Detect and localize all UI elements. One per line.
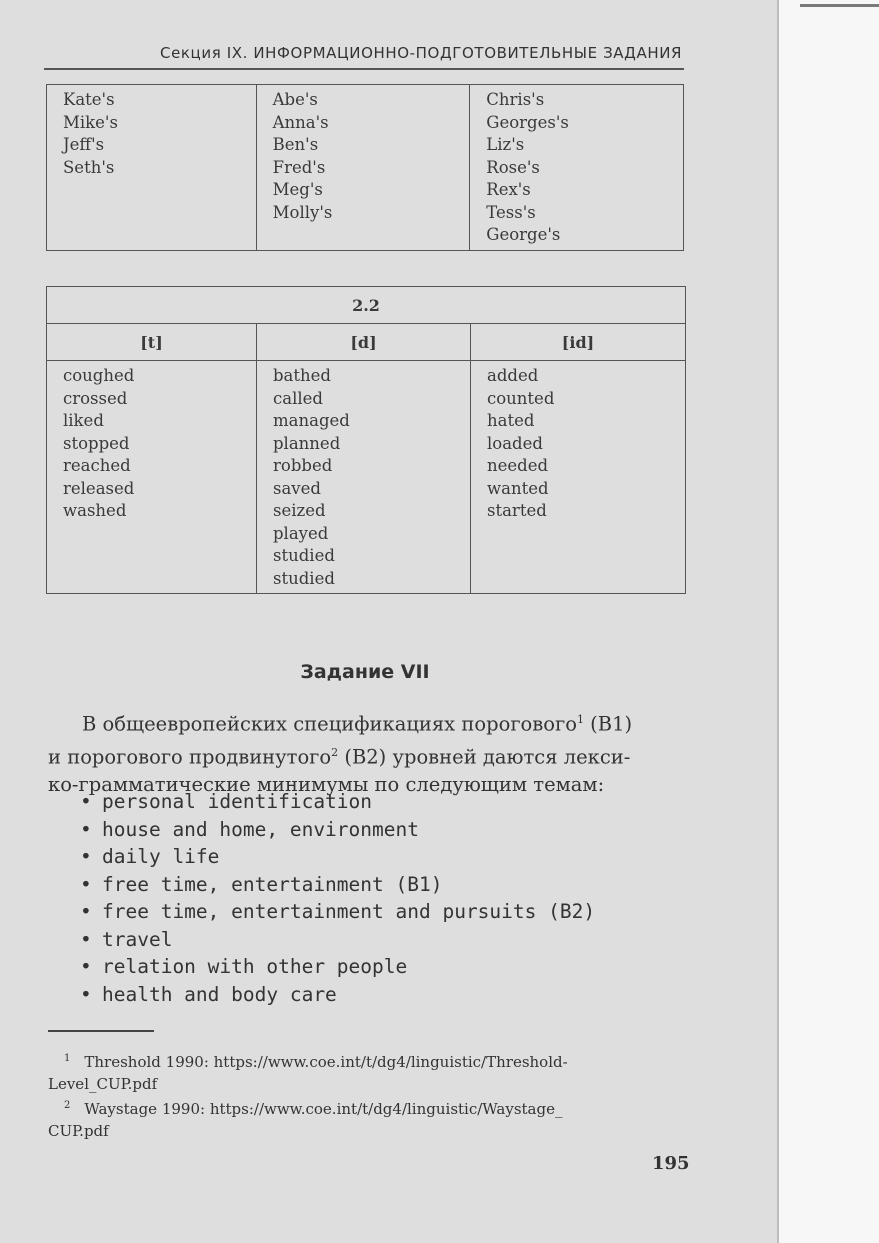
list-item: washed <box>63 501 127 520</box>
list-item: saved <box>273 478 321 498</box>
footnote-rule <box>48 1030 154 1032</box>
list-item: Abe's <box>272 90 318 109</box>
footnote-ref-2: 2 <box>331 745 339 759</box>
word-list <box>471 361 685 523</box>
list-item: hated <box>487 411 535 430</box>
list-item: studied <box>273 546 335 565</box>
footnote-2-cont: CUP.pdf <box>48 1122 109 1140</box>
footnote-ref-1: 1 <box>576 713 584 726</box>
list-item: stopped <box>63 433 130 453</box>
list-item: Fred's <box>272 157 326 177</box>
list-item: • free time, entertainment (B1) <box>80 872 443 896</box>
list-item: Meg's <box>272 180 323 199</box>
list-item: liked <box>63 411 104 430</box>
list-item: added <box>487 366 539 385</box>
topic-list <box>80 788 595 1008</box>
scan-margin <box>777 0 879 1243</box>
d-column <box>257 361 471 594</box>
list-item: Rose's <box>486 157 540 177</box>
header-rule <box>44 68 684 70</box>
list-item: reached <box>63 456 131 475</box>
list-item: Tess's <box>486 202 536 222</box>
header-id: [id] <box>471 324 686 361</box>
list-item: played <box>273 523 329 543</box>
list-item: Liz's <box>486 135 525 154</box>
footnote-1-cont: Level_CUP.pdf <box>48 1075 158 1093</box>
word-list <box>470 85 683 247</box>
list-item: released <box>63 478 135 498</box>
list-item: robbed <box>273 456 333 475</box>
list-item: Chris's <box>486 90 545 109</box>
list-item: planned <box>273 433 341 453</box>
list-item: Georges's <box>486 112 569 132</box>
list-item: Kate's <box>63 90 115 109</box>
list-item: Rex's <box>486 180 531 199</box>
list-item: Seth's <box>63 157 115 177</box>
list-item: • health and body care <box>80 982 337 1006</box>
task-paragraph <box>48 706 708 799</box>
list-item: seized <box>273 501 326 520</box>
possessive-column-2 <box>256 85 470 251</box>
list-item: loaded <box>487 433 543 453</box>
task-title: Задание VII <box>300 661 430 683</box>
possessive-table <box>46 84 684 251</box>
list-item: managed <box>273 411 350 430</box>
list-item: wanted <box>487 478 549 498</box>
past-tense-table <box>46 286 686 594</box>
list-item: studied <box>273 568 335 588</box>
list-item: Anna's <box>272 112 329 132</box>
header-t: [t] <box>47 324 257 361</box>
list-item: • relation with other people <box>80 955 408 978</box>
list-item: Molly's <box>272 202 333 222</box>
t-column <box>47 361 257 594</box>
word-list <box>257 361 470 590</box>
table-title: 2.2 <box>47 287 686 324</box>
list-item: crossed <box>63 388 128 408</box>
list-item: called <box>273 388 323 408</box>
list-item: counted <box>487 388 555 408</box>
list-item: started <box>487 501 547 520</box>
footnotes <box>48 1048 698 1142</box>
possessive-column-1 <box>47 85 257 251</box>
paragraph-line: и порогового продвинутого$^2$ (B2) уровней даются лекси- <box>48 745 631 768</box>
scan-edge-mark <box>800 4 879 7</box>
list-item: • free time, entertainment and pursuits (B2) <box>80 900 596 923</box>
word-list <box>47 361 256 523</box>
header-d: [d] <box>257 324 471 361</box>
list-item: Jeff's <box>63 135 105 154</box>
list-item: • personal identification <box>80 790 373 813</box>
list-item: Ben's <box>272 135 319 154</box>
possessive-column-3 <box>470 85 684 251</box>
paragraph-line: ко-грамматические минимумы по следующим темам: <box>48 773 605 796</box>
footnote-1: $^1$ Threshold 1990: https://www.coe.int/t/dg4/linguistic/Threshold- <box>64 1053 568 1071</box>
word-list <box>257 85 470 224</box>
list-item: coughed <box>63 366 135 385</box>
list-item: needed <box>487 456 549 475</box>
id-column <box>471 361 686 594</box>
page-number: 195 <box>652 1153 690 1174</box>
list-item: • daily life <box>80 845 220 868</box>
list-item: Mike's <box>63 112 118 132</box>
word-list <box>47 85 256 179</box>
list-item: George's <box>486 225 561 244</box>
running-head: Секция IX. ИНФОРМАЦИОННО-ПОДГОТОВИТЕЛЬНЫЕ ЗАДАНИЯ <box>160 44 683 62</box>
list-item: • travel <box>80 927 173 951</box>
paragraph-line: В общеевропейских спецификациях порогового$^1$ (B1) <box>82 712 633 736</box>
footnote-2: $^2$ Waystage 1990: https://www.coe.int/t/dg4/linguistic/Waystage_ <box>64 1100 563 1118</box>
list-item: bathed <box>273 366 331 385</box>
list-item: • house and home, environment <box>80 817 419 841</box>
